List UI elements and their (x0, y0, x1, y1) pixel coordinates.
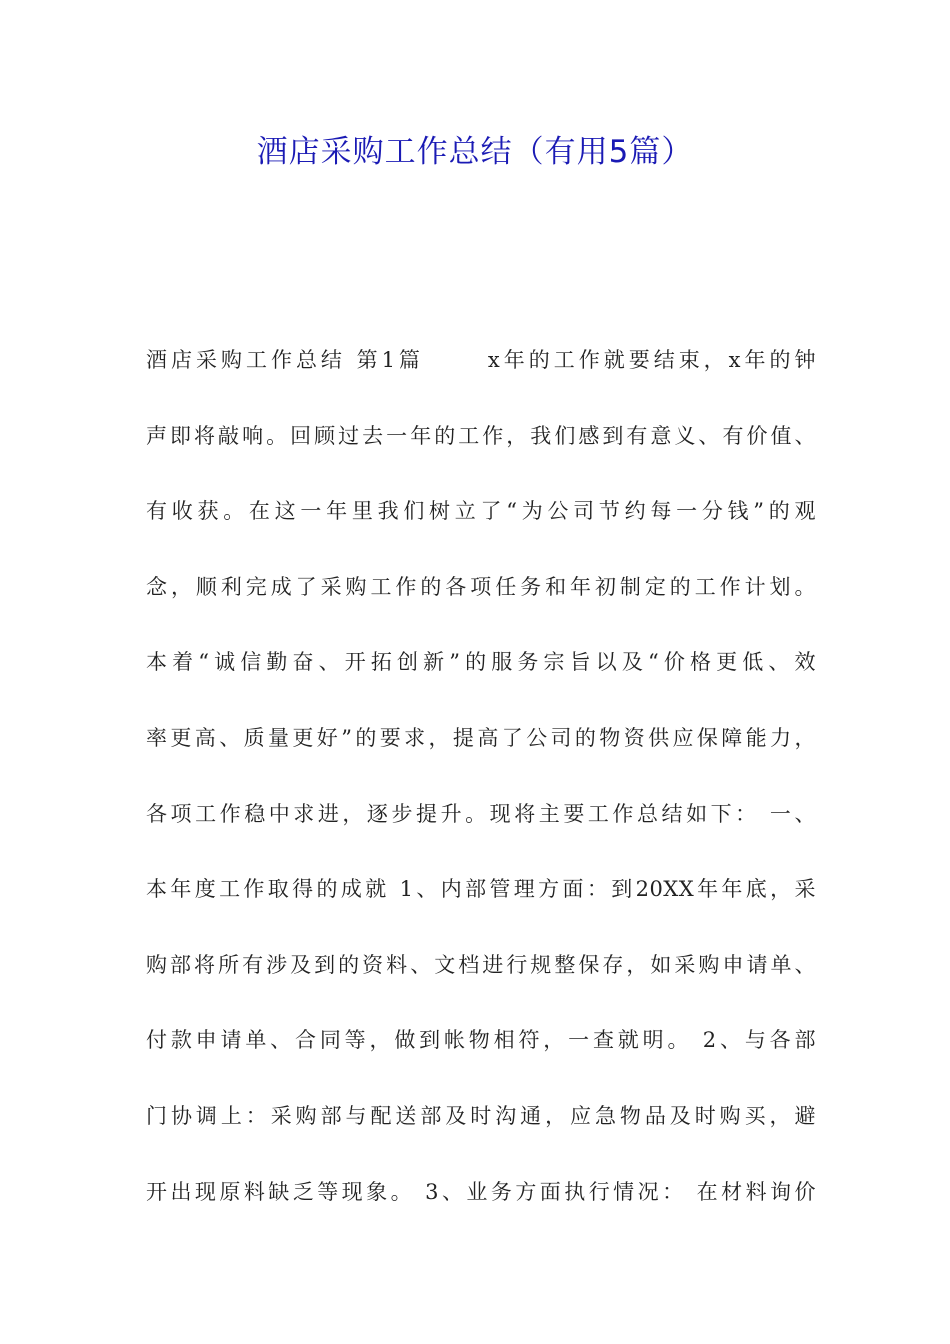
body-line: 率更高、质量更好”的要求，提高了公司的物资供应保障能力， (146, 725, 816, 750)
body-line: 门协调上：采购部与配送部及时沟通，应急物品及时购买，避 (146, 1103, 816, 1128)
body-line: 开出现原料缺乏等现象。 3、业务方面执行情况： 在材料询价 (146, 1179, 816, 1204)
body-line: 声即将敲响。回顾过去一年的工作，我们感到有意义、有价值、 (146, 423, 816, 448)
body-line: 酒店采购工作总结 第1篇 x年的工作就要结束，x年的钟 (146, 348, 816, 372)
body-line: 念，顺利完成了采购工作的各项任务和年初制定的工作计划。 (146, 574, 816, 599)
body-line: 有收获。在这一年里我们树立了“为公司节约每一分钱”的观 (146, 499, 816, 524)
document-body (146, 337, 816, 1244)
document-title: 酒店采购工作总结（有用5篇） (256, 134, 694, 170)
body-line: 本着“诚信勤奋、开拓创新”的服务宗旨以及“价格更低、效 (146, 650, 816, 675)
body-line: 购部将所有涉及到的资料、文档进行规整保存，如采购申请单、 (146, 952, 816, 977)
body-line: 本年度工作取得的成就 1、内部管理方面：到20XX年年底，采 (146, 877, 816, 902)
body-line: 各项工作稳中求进，逐步提升。现将主要工作总结如下： 一、 (146, 801, 816, 826)
body-line: 付款申请单、合同等，做到帐物相符，一查就明。 2、与各部 (146, 1028, 816, 1053)
